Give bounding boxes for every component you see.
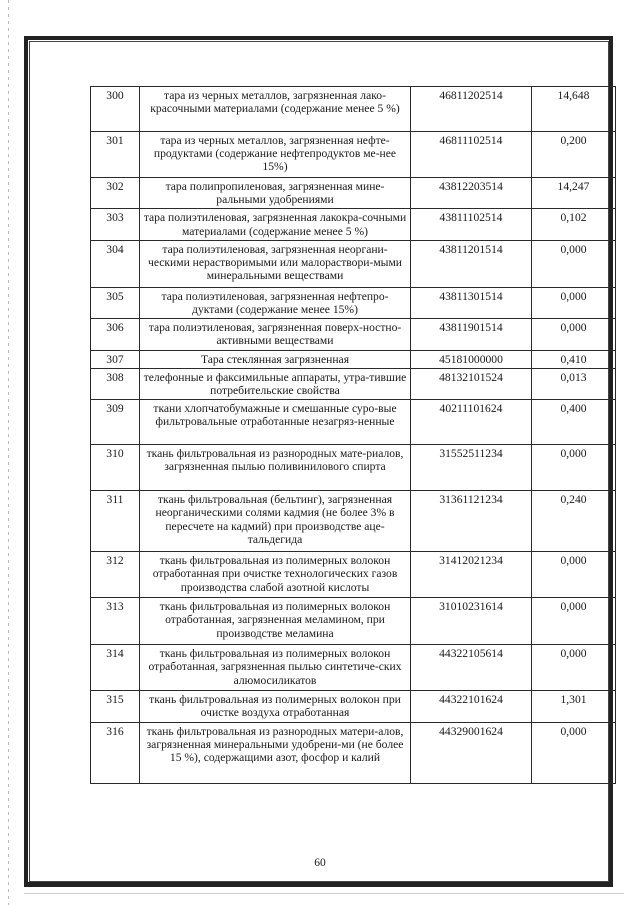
row-number: 308 bbox=[91, 368, 140, 399]
row-number: 307 bbox=[91, 350, 140, 368]
waste-name: ткани хлопчатобумажные и смешанные суро-вые фильтровальные отработанные незагряз-ненные bbox=[140, 400, 411, 445]
waste-code: 43811201514 bbox=[411, 240, 532, 287]
waste-amount: 1,301 bbox=[532, 691, 616, 722]
waste-amount: 0,000 bbox=[532, 552, 616, 598]
waste-code: 31010231614 bbox=[411, 598, 532, 645]
waste-name: ткань фильтровальная из полимерных волокон при очистке воздуха отработанная bbox=[140, 691, 411, 722]
waste-name: тара полиэтиленовая, загрязненная неоргани-ческими нерастворимыми или малораствори-мыми минеральными веществами bbox=[140, 240, 411, 287]
table-row bbox=[91, 598, 616, 645]
waste-name: тара полиэтиленовая, загрязненная лакокра-сочными материалами (содержание менее 5 %) bbox=[140, 209, 411, 240]
waste-amount: 0,102 bbox=[532, 209, 616, 240]
waste-amount: 0,200 bbox=[532, 132, 616, 178]
waste-amount: 0,000 bbox=[532, 287, 616, 318]
table-row bbox=[91, 691, 616, 722]
waste-amount: 0,400 bbox=[532, 400, 616, 445]
table-row bbox=[91, 240, 616, 287]
table-row bbox=[91, 350, 616, 368]
waste-name: ткань фильтровальная из полимерных волокон отработанная, загрязненная меламином, при производстве меламина bbox=[140, 598, 411, 645]
table-row bbox=[91, 491, 616, 552]
row-number: 314 bbox=[91, 645, 140, 691]
waste-code: 43812203514 bbox=[411, 178, 532, 209]
waste-code: 46811102514 bbox=[411, 132, 532, 178]
table-row bbox=[91, 400, 616, 445]
row-number: 301 bbox=[91, 132, 140, 178]
row-number: 306 bbox=[91, 319, 140, 350]
waste-code: 31361121234 bbox=[411, 491, 532, 552]
row-number: 305 bbox=[91, 287, 140, 318]
waste-table bbox=[90, 86, 616, 784]
waste-amount: 0,410 bbox=[532, 350, 616, 368]
row-number: 316 bbox=[91, 722, 140, 783]
table-row bbox=[91, 87, 616, 132]
waste-table-body bbox=[91, 87, 616, 784]
waste-code: 43811301514 bbox=[411, 287, 532, 318]
waste-code: 44322105614 bbox=[411, 645, 532, 691]
waste-name: тара полипропиленовая, загрязненная мине-ральными удобрениями bbox=[140, 178, 411, 209]
table-row bbox=[91, 722, 616, 783]
scan-bottom-line bbox=[24, 893, 624, 894]
waste-name: ткань фильтровальная из полимерных волокон отработанная, загрязненная пылью синтетиче-ских алюмосиликатов bbox=[140, 645, 411, 691]
waste-code: 43811102514 bbox=[411, 209, 532, 240]
waste-code: 31552511234 bbox=[411, 445, 532, 491]
waste-code: 45181000000 bbox=[411, 350, 532, 368]
scan-edge-line bbox=[8, 0, 9, 905]
waste-code: 31412021234 bbox=[411, 552, 532, 598]
waste-amount: 0,240 bbox=[532, 491, 616, 552]
waste-code: 44322101624 bbox=[411, 691, 532, 722]
waste-name: телефонные и факсимильные аппараты, утра-тившие потребительские свойства bbox=[140, 368, 411, 399]
waste-name: ткань фильтровальная из разнородных матери-алов, загрязненная минеральными удобрени-ми (не более 15 %), содержащими азот, фосфор и калий bbox=[140, 722, 411, 783]
table-row bbox=[91, 319, 616, 350]
waste-code: 43811901514 bbox=[411, 319, 532, 350]
waste-amount: 0,013 bbox=[532, 368, 616, 399]
row-number: 310 bbox=[91, 445, 140, 491]
waste-name: Тара стеклянная загрязненная bbox=[140, 350, 411, 368]
row-number: 315 bbox=[91, 691, 140, 722]
waste-amount: 0,000 bbox=[532, 598, 616, 645]
waste-name: ткань фильтровальная (бельтинг), загрязненная неорганическими солями кадмия (не более 3% в пересчете на кадмий) при производстве аце-тальдегида bbox=[140, 491, 411, 552]
waste-amount: 0,000 bbox=[532, 645, 616, 691]
table-row bbox=[91, 132, 616, 178]
waste-amount: 0,000 bbox=[532, 445, 616, 491]
row-number: 302 bbox=[91, 178, 140, 209]
table-row bbox=[91, 645, 616, 691]
row-number: 312 bbox=[91, 552, 140, 598]
table-row bbox=[91, 178, 616, 209]
waste-name: ткань фильтровальная из полимерных волокон отработанная при очистке технологических газов производства слабой азотной кислоты bbox=[140, 552, 411, 598]
waste-code: 48132101524 bbox=[411, 368, 532, 399]
waste-amount: 0,000 bbox=[532, 240, 616, 287]
row-number: 303 bbox=[91, 209, 140, 240]
waste-amount: 0,000 bbox=[532, 319, 616, 350]
row-number: 304 bbox=[91, 240, 140, 287]
waste-amount: 14,648 bbox=[532, 87, 616, 132]
waste-code: 40211101624 bbox=[411, 400, 532, 445]
waste-code: 46811202514 bbox=[411, 87, 532, 132]
waste-name: тара из черных металлов, загрязненная нефте-продуктами (содержание нефтепродуктов ме-нее 15%) bbox=[140, 132, 411, 178]
table-row bbox=[91, 287, 616, 318]
table-row bbox=[91, 368, 616, 399]
waste-name: тара полиэтиленовая, загрязненная нефтепро-дуктами (содержание менее 15%) bbox=[140, 287, 411, 318]
waste-name: тара полиэтиленовая, загрязненная поверх-ностно-активными веществами bbox=[140, 319, 411, 350]
waste-amount: 14,247 bbox=[532, 178, 616, 209]
table-row bbox=[91, 445, 616, 491]
waste-name: ткань фильтровальная из разнородных мате-риалов, загрязненная пылью поливинилового спирта bbox=[140, 445, 411, 491]
row-number: 311 bbox=[91, 491, 140, 552]
row-number: 313 bbox=[91, 598, 140, 645]
waste-code: 44329001624 bbox=[411, 722, 532, 783]
row-number: 309 bbox=[91, 400, 140, 445]
table-row bbox=[91, 209, 616, 240]
table-row bbox=[91, 552, 616, 598]
waste-amount: 0,000 bbox=[532, 722, 616, 783]
waste-name: тара из черных металлов, загрязненная лако-красочными материалами (содержание менее 5 %) bbox=[140, 87, 411, 132]
row-number: 300 bbox=[91, 87, 140, 132]
page-number: 60 bbox=[314, 857, 326, 869]
